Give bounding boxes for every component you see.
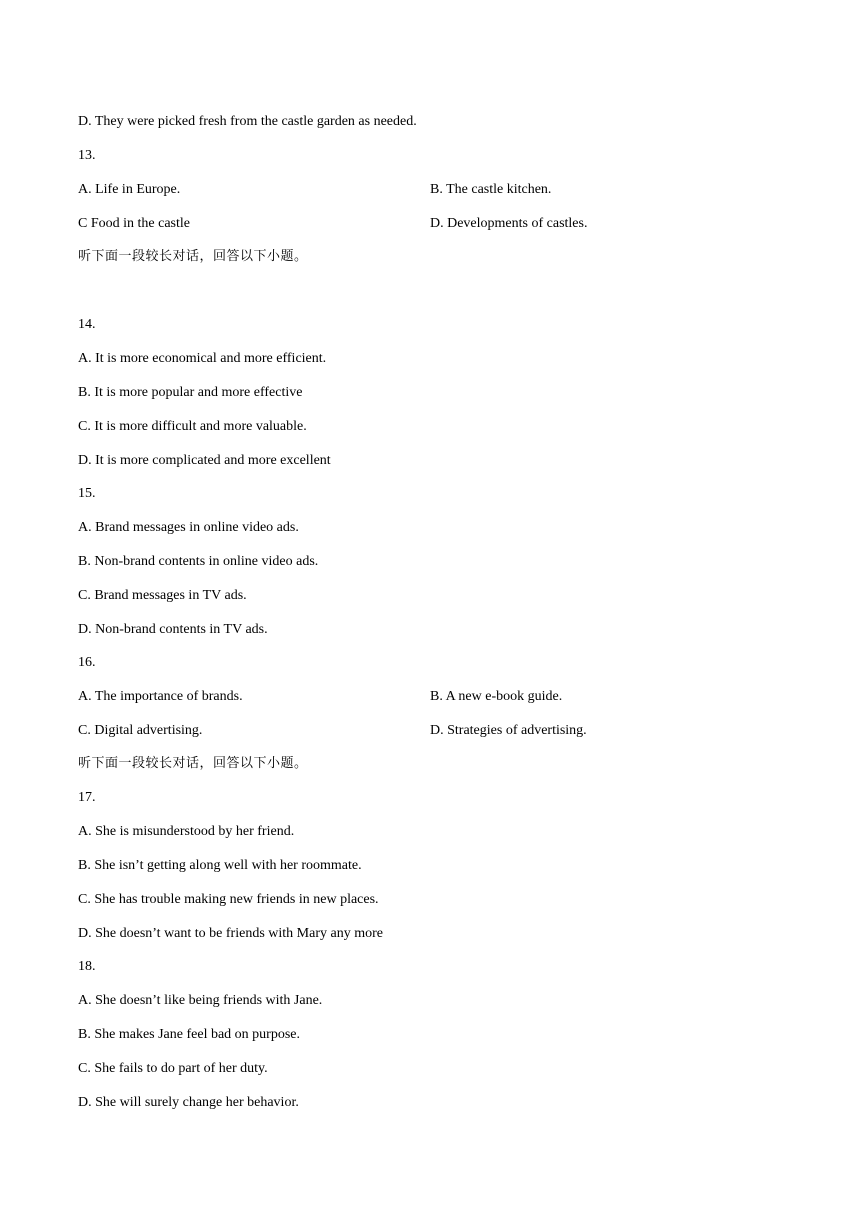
q16-option-d: D. Strategies of advertising. [430,723,587,738]
q16-option-c: C. Digital advertising. [78,723,203,738]
q13-number: 13. [78,148,96,163]
q16-option-b: B. A new e-book guide. [430,689,563,704]
q13-option-b: B. The castle kitchen. [430,182,552,197]
q17-option-b: B. She isn’t getting along well with her roommate. [78,858,362,873]
q17-option-d: D. She doesn’t want to be friends with Mary any more [78,926,383,941]
listening-instruction: 听下面一段较长对话，回答以下小题。 [78,756,308,771]
q18-option-d: D. She will surely change her behavior. [78,1095,299,1110]
q13-option-a: A. Life in Europe. [78,182,181,197]
q17-option-a: A. She is misunderstood by her friend. [78,824,295,839]
q13-option-d: D. Developments of castles. [430,216,588,231]
q16-option-a: A. The importance of brands. [78,689,243,704]
q18-option-a: A. She doesn’t like being friends with Jane. [78,993,323,1008]
q14-option-c: C. It is more difficult and more valuable. [78,419,307,434]
q12-option-d: D. They were picked fresh from the castle garden as needed. [78,114,417,129]
q18-number: 18. [78,959,96,974]
q15-option-a: A. Brand messages in online video ads. [78,520,299,535]
q14-option-b: B. It is more popular and more effective [78,385,303,400]
q18-option-c: C. She fails to do part of her duty. [78,1061,268,1076]
q15-option-c: C. Brand messages in TV ads. [78,588,247,603]
q16-number: 16. [78,655,96,670]
q14-option-a: A. It is more economical and more efficient. [78,351,327,366]
q15-option-b: B. Non-brand contents in online video ads. [78,554,319,569]
q14-option-d: D. It is more complicated and more excellent [78,453,331,468]
listening-instruction: 听下面一段较长对话，回答以下小题。 [78,249,308,264]
q13-option-c: C Food in the castle [78,216,190,231]
q17-number: 17. [78,790,96,805]
q14-number: 14. [78,317,96,332]
q15-option-d: D. Non-brand contents in TV ads. [78,622,268,637]
q15-number: 15. [78,486,96,501]
q18-option-b: B. She makes Jane feel bad on purpose. [78,1027,300,1042]
q17-option-c: C. She has trouble making new friends in new places. [78,892,379,907]
